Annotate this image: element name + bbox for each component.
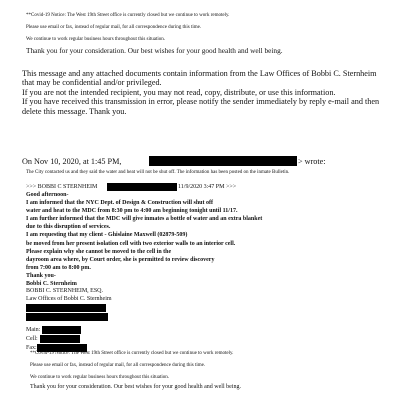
quoted-from: >>> BOBBI C STERNHEIM	[26, 184, 98, 190]
reply-date: On Nov 10, 2020, at 1:45 PM,	[22, 157, 122, 166]
quoted-body-line: be moved from her present isolation cell with two exterior walls to an interior cell.	[26, 240, 236, 247]
quoted-body-line: Please explain why she cannot be moved to the cell in the	[26, 248, 172, 255]
redacted-address-1	[26, 304, 106, 312]
quoted-body-line: I am requesting that my client - Ghislaine Maxwell (02879-509)	[26, 232, 188, 239]
quoted-body-line: dayroom area where, by Court order, she is permitted to review discovery	[26, 256, 215, 263]
city-note: The City contacted us and they said the water and heat will not be shut off. The information has been posted on the inmate Bulletin.	[26, 170, 290, 175]
quoted-body-line: Good afternoon-	[26, 192, 69, 198]
quoted-body-line: I am informed that the NYC Dept. of Design & Construction will shut off	[26, 200, 213, 207]
footer-thanks-notice: Thank you for your consideration. Our best wishes for your good health and well being.	[30, 384, 241, 390]
quoted-body-line: Bobbi C. Sternheim	[26, 281, 77, 288]
redacted-main-phone	[42, 326, 81, 334]
quoted-body	[26, 191, 262, 288]
header-mail-notice: Please use email or fax, instead of regular mail, for all correspondence during this time.	[26, 25, 202, 30]
confidentiality-notice	[22, 69, 379, 116]
confidentiality-line: that may be confidential and/or privileged.	[22, 78, 162, 88]
header-hours-notice: We continue to work regular business hours throughout this situation.	[26, 37, 166, 42]
contact-fax-label: Fax:	[26, 345, 37, 351]
contact-main-label: Main:	[26, 327, 41, 333]
quoted-body-line: from 7:00 am to 8:00 pm.	[26, 264, 91, 271]
header-covid-notice: **Covid-19 Notice: The West 19th Street office is currently closed but we continue to work remotely.	[26, 13, 230, 18]
redacted-cell-phone	[40, 335, 80, 343]
header-thanks-notice: Thank you for your consideration. Our best wishes for your good health and well being.	[26, 46, 283, 55]
signature-firm: Law Offices of Bobbi C. Sternheim	[26, 296, 112, 302]
quoted-body-line: due to this disruption of services.	[26, 224, 111, 231]
quoted-body-line: I am further informed that the MDC will give inmates a bottle of water and an extra blanket	[26, 216, 263, 223]
redacted-recipient	[107, 183, 177, 191]
redacted-sender	[149, 156, 297, 166]
quoted-body-line: water and heat to the MDC from 8:30 pm to 4:00 am beginning tonight until 11/17.	[26, 208, 238, 215]
quoted-date: 11/9/2020 3:47 PM >>>	[178, 184, 237, 190]
confidentiality-line: This message and any attached documents contain information from the Law Offices of Bobbi C. Sternheim	[22, 69, 377, 78]
footer-hours-notice: We continue to work regular business hours throughout this situation.	[30, 375, 170, 380]
contact-cell-label: Cell:	[26, 336, 38, 342]
reply-wrote: > wrote:	[298, 157, 326, 166]
confidentiality-line: delete this message. Thank you.	[22, 106, 127, 116]
redacted-address-2	[26, 313, 108, 321]
signature-name: BOBBI C. STERNHEIM, ESQ.	[26, 288, 104, 294]
footer-mail-notice: Please use email or fax, instead of regular mail, for all correspondence during this time.	[30, 363, 206, 368]
quoted-body-line: Thank you-	[26, 272, 56, 279]
confidentiality-line: If you are not the intended recipient, you may not read, copy, distribute, or use this information.	[22, 87, 336, 97]
footer-covid-notice: **Covid-19 Notice: The West 19th Street office is currently closed but we continue to work remotely.	[30, 351, 234, 356]
confidentiality-line: If you have received this transmission in error, please notify the sender immediately by reply e-mail and then	[22, 97, 380, 107]
